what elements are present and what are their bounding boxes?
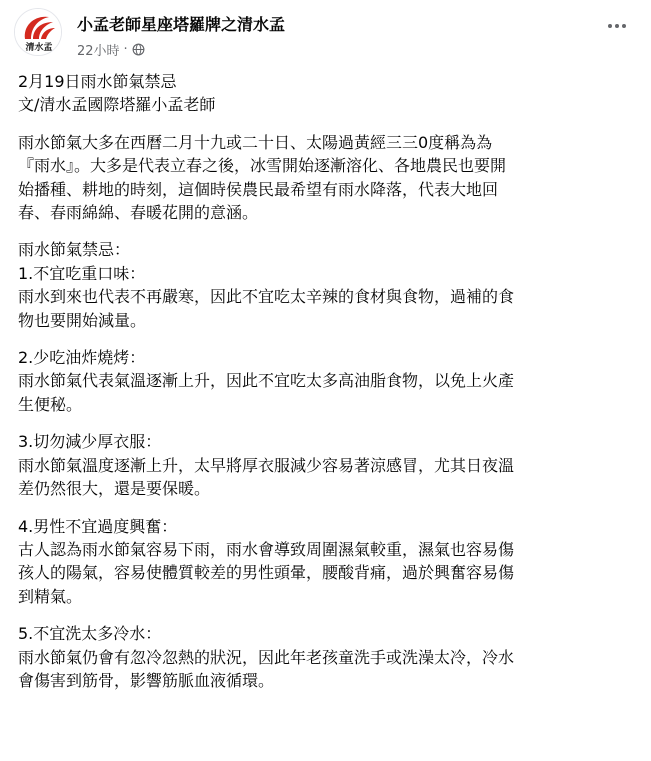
post-title-paragraph: 2月19日雨水節氣禁忌 文/清水孟國際塔羅小孟老師 bbox=[18, 72, 216, 115]
post-timestamp[interactable]: 22小時 bbox=[77, 44, 120, 59]
taboo-2-paragraph: 2.少吃油炸燒烤： 雨水節氣代表氣溫逐漸上升，因此不宜吃太多高油脂食物，以免上火產 生便秘。 bbox=[18, 348, 515, 414]
more-options-button[interactable] bbox=[599, 14, 635, 38]
post-intro-paragraph: 雨水節氣大多在西曆二月十九或二十日、太陽過黃經三三0度稱為為 『雨水』。大多是代表立春之後，冰雪開始逐漸溶化、各地農民也要開 始播種、耕地的時刻，這個時侯農民最希望有雨水降落，代表大地回 春、春雨綿綿、春暖花開的意涵。 bbox=[18, 132, 507, 223]
taboo-1-paragraph: 雨水節氣禁忌： 1.不宜吃重口味： 雨水到來也代表不再嚴寒，因此不宜吃太辛辣的食材與食物，過補的食 物也要開始減量。 bbox=[18, 240, 515, 330]
post-header bbox=[0, 0, 651, 68]
more-dot bbox=[608, 24, 612, 28]
more-dot bbox=[615, 24, 619, 28]
globe-icon[interactable] bbox=[132, 43, 145, 56]
more-dot bbox=[622, 24, 626, 28]
taboo-3-paragraph: 3.切勿減少厚衣服： 雨水節氣溫度逐漸上升，太早將厚衣服減少容易著涼感冒，尤其日夜溫 差仍然很大，還是要保暖。 bbox=[18, 432, 515, 499]
meta-separator: · bbox=[123, 42, 128, 57]
avatar[interactable] bbox=[14, 8, 62, 56]
page-name-link[interactable]: 小孟老師星座塔羅牌之清水孟 bbox=[77, 15, 286, 34]
post-body bbox=[18, 70, 638, 706]
taboo-5-paragraph: 5.不宜洗太多冷水： 雨水節氣仍會有忽冷忽熱的狀況，因此年老孩童洗手或洗澡太冷，冷水 會傷害到筋骨，影響筋脈血液循環。 bbox=[18, 624, 515, 690]
avatar-text: 清水孟 bbox=[25, 43, 53, 53]
page-logo bbox=[15, 9, 62, 56]
post-meta bbox=[77, 40, 145, 59]
taboo-4-paragraph: 4.男性不宜過度興奮： 古人認為雨水節氣容易下雨，雨水會導致周圍濕氣較重，濕氣也容易傷 孩人的陽氣，容易使體質較差的男性頭暈，腰酸背痛，過於興奮容易傷 到精氣。 bbox=[18, 516, 515, 606]
